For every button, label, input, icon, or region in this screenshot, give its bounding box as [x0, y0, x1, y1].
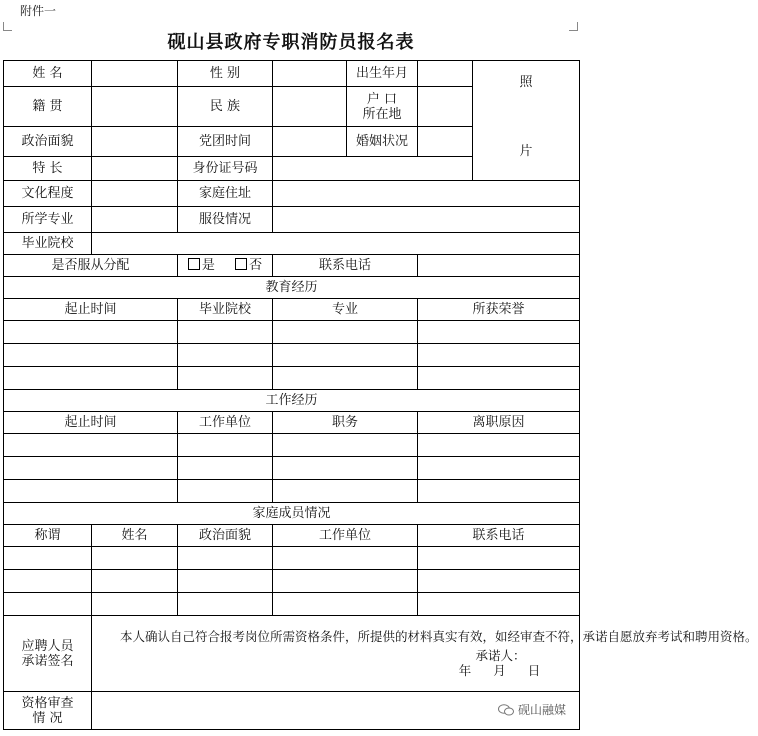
form-title: 砚山县政府专职消防员报名表	[167, 32, 415, 53]
registration-form-table	[3, 60, 758, 730]
family-row3-employer[interactable]	[273, 593, 418, 616]
field-native[interactable]	[92, 87, 178, 127]
edu-row3-honors[interactable]	[418, 367, 580, 390]
signature-area[interactable]	[92, 616, 758, 692]
family-section-title: 家庭成员情况	[4, 503, 580, 525]
label-major: 所学专业	[4, 207, 92, 233]
obey-options	[178, 255, 273, 277]
work-header-employer: 工作单位	[178, 412, 273, 434]
work-row1-position[interactable]	[273, 434, 418, 457]
label-gender: 性 别	[178, 61, 273, 87]
label-specialty: 特 长	[4, 157, 92, 181]
watermark-text: 砚山融媒	[517, 703, 566, 717]
watermark	[498, 701, 566, 718]
label-home-address: 家庭住址	[178, 181, 273, 207]
work-row3-position[interactable]	[273, 480, 418, 503]
family-row2-political[interactable]	[178, 570, 273, 593]
edu-row1-period[interactable]	[4, 321, 178, 344]
work-header-reason: 离职原因	[418, 412, 580, 434]
field-specialty[interactable]	[92, 157, 178, 181]
field-hukou[interactable]	[418, 87, 473, 127]
family-header-relation: 称谓	[4, 525, 92, 547]
field-id-number[interactable]	[273, 157, 473, 181]
option-no-label: 否	[249, 258, 263, 273]
edu-row3-school[interactable]	[178, 367, 273, 390]
label-education: 文化程度	[4, 181, 92, 207]
field-ethnicity[interactable]	[273, 87, 347, 127]
edu-row2-period[interactable]	[4, 344, 178, 367]
edu-row1-major[interactable]	[273, 321, 418, 344]
work-row3-reason[interactable]	[418, 480, 580, 503]
signature-date: 年 月 日	[458, 663, 541, 678]
family-row1-name[interactable]	[92, 547, 178, 570]
edu-row2-honors[interactable]	[418, 344, 580, 367]
field-birth[interactable]	[418, 61, 473, 87]
photo-area[interactable]	[473, 61, 580, 181]
label-party-time: 党团时间	[178, 127, 273, 157]
review-label: 资格审查 情 况	[4, 692, 92, 730]
option-yes-label: 是	[201, 258, 215, 273]
edu-header-major: 专业	[273, 299, 418, 321]
checkbox-yes[interactable]	[188, 258, 200, 270]
field-name[interactable]	[92, 61, 178, 87]
family-header-name: 姓名	[92, 525, 178, 547]
family-row1-political[interactable]	[178, 547, 273, 570]
edu-row2-major[interactable]	[273, 344, 418, 367]
family-row1-employer[interactable]	[273, 547, 418, 570]
edu-row1-school[interactable]	[178, 321, 273, 344]
label-hukou: 户 口 所在地	[347, 87, 418, 127]
edu-row2-school[interactable]	[178, 344, 273, 367]
education-section-title: 教育经历	[4, 277, 580, 299]
family-row1-phone[interactable]	[418, 547, 580, 570]
family-row3-phone[interactable]	[418, 593, 580, 616]
field-military[interactable]	[273, 207, 580, 233]
edu-header-honors: 所获荣誉	[418, 299, 580, 321]
work-row3-period[interactable]	[4, 480, 178, 503]
family-row2-relation[interactable]	[4, 570, 92, 593]
label-name: 姓 名	[4, 61, 92, 87]
field-gender[interactable]	[273, 61, 347, 87]
work-header-position: 职务	[273, 412, 418, 434]
label-political: 政治面貌	[4, 127, 92, 157]
family-row2-phone[interactable]	[418, 570, 580, 593]
work-row1-reason[interactable]	[418, 434, 580, 457]
field-phone[interactable]	[418, 255, 580, 277]
label-native: 籍 贯	[4, 87, 92, 127]
work-row1-employer[interactable]	[178, 434, 273, 457]
edu-header-school: 毕业院校	[178, 299, 273, 321]
chat-bubble-icon	[498, 704, 514, 716]
attachment-label: 附件一	[20, 4, 57, 18]
field-major[interactable]	[92, 207, 178, 233]
family-row3-political[interactable]	[178, 593, 273, 616]
label-military: 服役情况	[178, 207, 273, 233]
page-corner-mark-left	[3, 22, 12, 31]
work-section-title: 工作经历	[4, 390, 580, 412]
field-political[interactable]	[92, 127, 178, 157]
edu-row3-major[interactable]	[273, 367, 418, 390]
family-row3-relation[interactable]	[4, 593, 92, 616]
label-ethnicity: 民 族	[178, 87, 273, 127]
checkbox-no[interactable]	[235, 258, 247, 270]
edu-header-period: 起止时间	[4, 299, 178, 321]
edu-row3-period[interactable]	[4, 367, 178, 390]
photo-label-top: 照	[519, 75, 533, 90]
work-row1-period[interactable]	[4, 434, 178, 457]
field-marital[interactable]	[418, 127, 473, 157]
work-header-period: 起止时间	[4, 412, 178, 434]
field-home-address[interactable]	[273, 181, 580, 207]
work-row2-period[interactable]	[4, 457, 178, 480]
field-education[interactable]	[92, 181, 178, 207]
signature-label: 应聘人员 承诺签名	[4, 616, 92, 692]
signature-statement: 本人确认自己符合报考岗位所需资格条件，所提供的材料真实有效，如经审查不符，承诺自愿放弃考试和聘用资格。	[120, 629, 758, 644]
family-row1-relation[interactable]	[4, 547, 92, 570]
signer-label: 承诺人：	[475, 648, 526, 663]
family-header-phone: 联系电话	[418, 525, 580, 547]
family-header-employer: 工作单位	[273, 525, 418, 547]
label-phone: 联系电话	[273, 255, 418, 277]
label-birth: 出生年月	[347, 61, 418, 87]
work-row2-reason[interactable]	[418, 457, 580, 480]
label-id-number: 身份证号码	[178, 157, 273, 181]
family-row2-employer[interactable]	[273, 570, 418, 593]
label-marital: 婚姻状况	[347, 127, 418, 157]
label-obey: 是否服从分配	[4, 255, 178, 277]
label-school: 毕业院校	[4, 233, 92, 255]
photo-label-bottom: 片	[519, 144, 533, 159]
work-row3-employer[interactable]	[178, 480, 273, 503]
edu-row1-honors[interactable]	[418, 321, 580, 344]
family-row3-name[interactable]	[92, 593, 178, 616]
page-corner-mark-right	[569, 22, 578, 31]
field-party-time[interactable]	[273, 127, 347, 157]
work-row2-position[interactable]	[273, 457, 418, 480]
family-header-political: 政治面貌	[178, 525, 273, 547]
field-school[interactable]	[92, 233, 580, 255]
family-row2-name[interactable]	[92, 570, 178, 593]
work-row2-employer[interactable]	[178, 457, 273, 480]
